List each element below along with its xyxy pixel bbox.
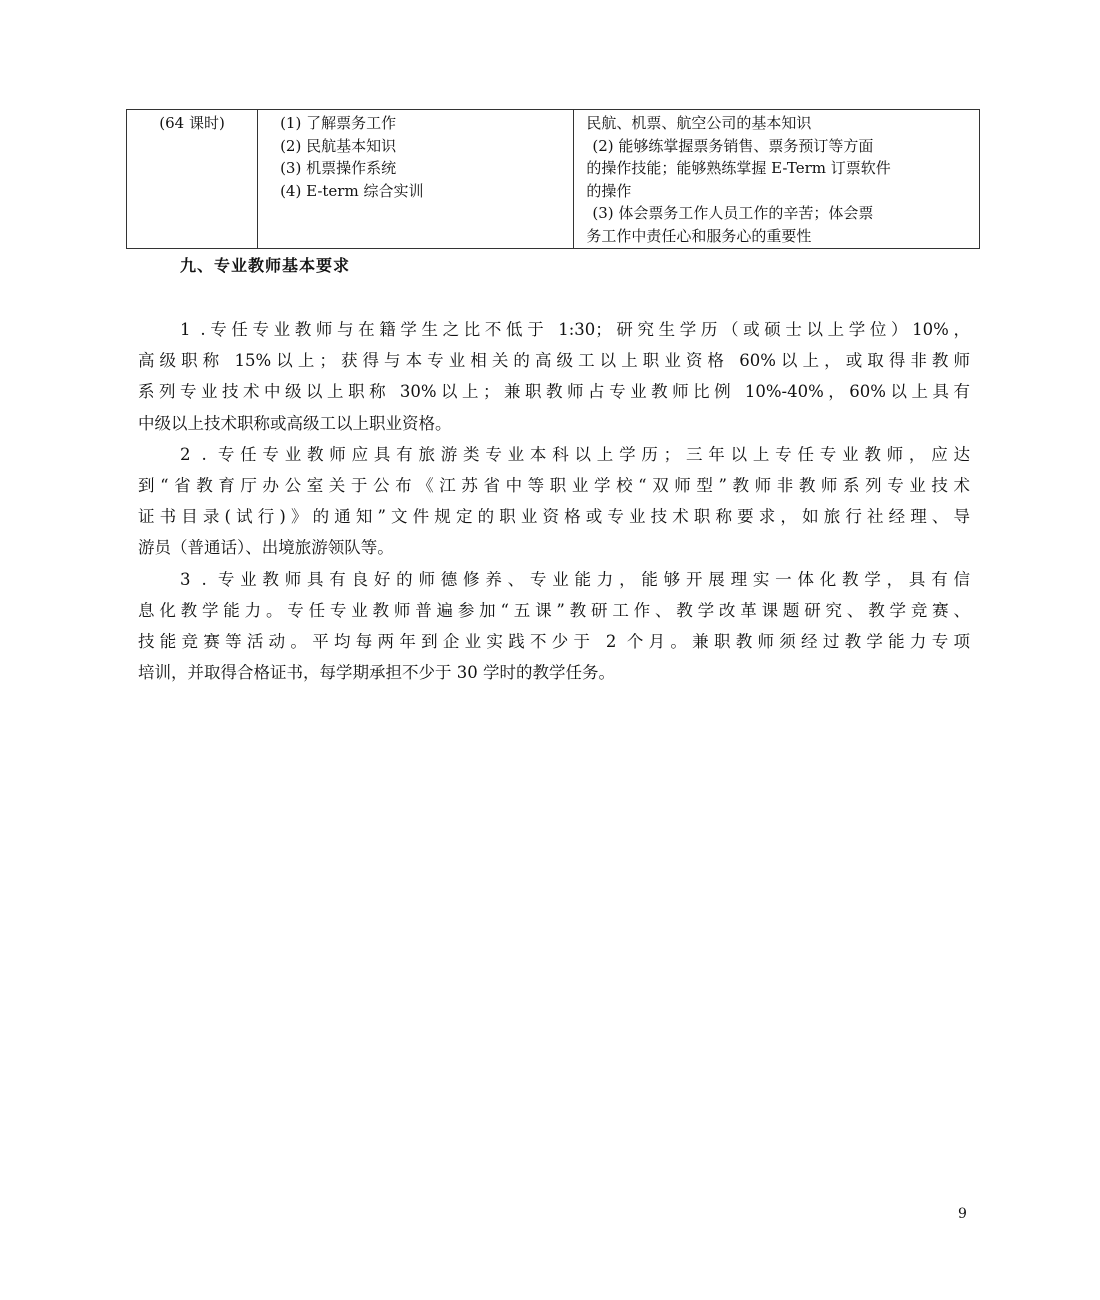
paragraph-line: 中级以上技术职称或高级工以上职业资格。 — [138, 413, 452, 433]
paragraph-line: 3 . 专业教师具有良好的师德修养、专业能力，能够开展理实一体化教学，具有信 — [180, 569, 970, 589]
module-item: (2) 民航基本知识 — [280, 136, 397, 155]
page-number: 9 — [958, 1206, 967, 1222]
module-item: (3) 机票操作系统 — [280, 159, 397, 177]
hours-text: (64 课时) — [159, 114, 225, 132]
paragraph-line: 2 . 专任专业教师应具有旅游类专业本科以上学历；三年以上专任专业教师，应达 — [180, 444, 970, 464]
goal-line: 的操作技能；能够熟练掌握 E-Term 订票软件 — [586, 159, 891, 177]
modules-cell — [258, 110, 574, 249]
paragraph-1 — [138, 314, 970, 439]
paragraph-line: 证书目录(试行)》的通知”文件规定的职业资格或专业技术职称要求，如旅行社经理、导 — [138, 507, 970, 527]
goal-line: 的操作 — [586, 181, 632, 200]
goal-line: (2) 能够练掌握票务销售、票务预订等方面 — [592, 136, 874, 155]
paragraph-line: 培训，并取得合格证书，每学期承担不少于 30 学时的教学任务。 — [138, 663, 615, 683]
goal-line: 民航、机票、航空公司的基本知识 — [586, 114, 812, 132]
paragraph-line: 技能竞赛等活动。平均每两年到企业实践不少于 2 个月。兼职教师须经过教学能力专项 — [138, 631, 970, 651]
goals-cell — [574, 110, 980, 249]
paragraph-line: 系列专业技术中级以上职称 30%以上；兼职教师占专业教师比例 10%-40%，60%以上具有 — [138, 382, 970, 402]
paragraph-2 — [138, 439, 970, 564]
goal-line: 务工作中责任心和服务心的重要性 — [586, 226, 812, 245]
goal-line: (3) 体会票务工作人员工作的辛苦；体会票 — [592, 204, 874, 222]
hours-cell — [127, 110, 258, 249]
section-heading: 九、专业教师基本要求 — [180, 256, 351, 275]
paragraph-line: 高级职称 15%以上；获得与本专业相关的高级工以上职业资格 60%以上，或取得非教师 — [138, 351, 970, 371]
paragraph-line: 游员（普通话）、出境旅游领队等。 — [138, 538, 394, 558]
course-table — [126, 109, 980, 249]
table-row — [127, 110, 980, 249]
paragraph-line: 息化教学能力。专任专业教师普遍参加“五课”教研工作、教学改革课题研究、教学竞赛、 — [138, 600, 970, 620]
module-item: (1) 了解票务工作 — [280, 114, 397, 132]
paragraph-line: 到“省教育厅办公室关于公布《江苏省中等职业学校“双师型”教师非教师系列专业技术 — [138, 475, 970, 495]
paragraph-3 — [138, 564, 970, 689]
module-item: (4) E-term 综合实训 — [280, 181, 424, 200]
paragraph-line: 1 .专任专业教师与在籍学生之比不低于 1:30；研究生学历（或硕士以上学位）10%， — [180, 320, 970, 339]
requirements-body — [138, 314, 970, 688]
